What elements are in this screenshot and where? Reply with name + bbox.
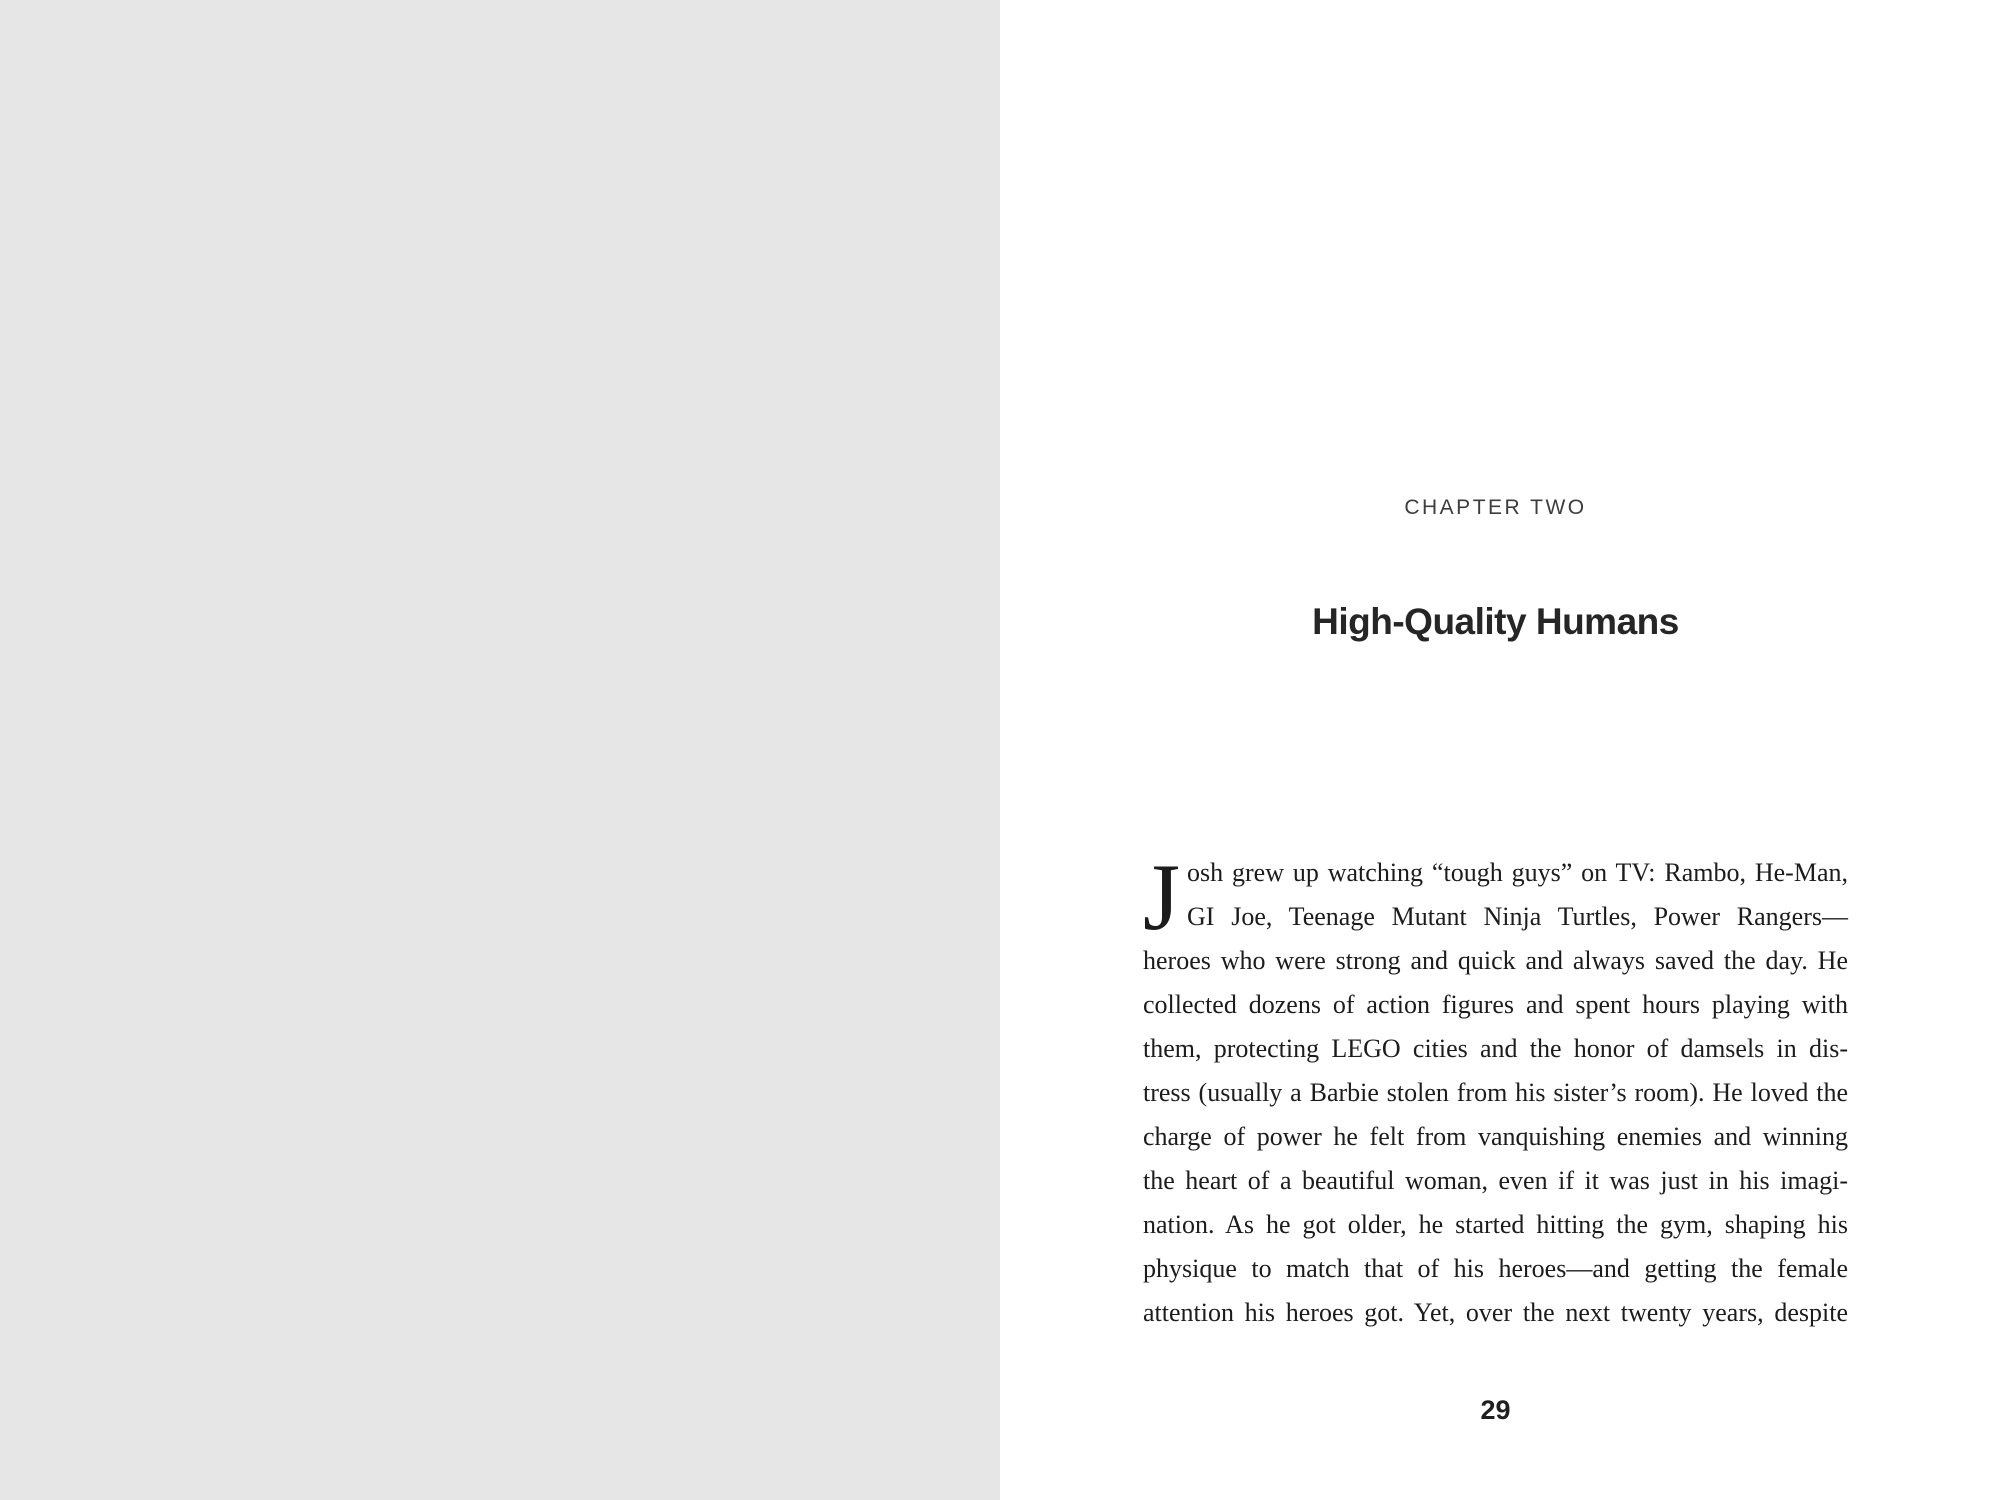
paragraph-lines [1143,844,1848,1335]
paragraph-line: heroes who were strong and quick and always saved the day. He [1143,946,1848,975]
right-page [1000,0,2000,1500]
paragraph-line: the heart of a beautiful woman, even if it was just in his imagi- [1143,1166,1848,1195]
paragraph-line: physique to match that of his heroes—and getting the female [1143,1254,1848,1283]
paragraph-line: osh grew up watching “tough guys” on TV: Rambo, He-Man, [1187,858,1848,887]
paragraph-line: nation. As he got older, he started hitting the gym, shaping his [1143,1210,1848,1239]
paragraph-line: GI Joe, Teenage Mutant Ninja Turtles, Power Rangers— [1187,902,1848,931]
chapter-title: High-Quality Humans [1312,601,1679,642]
chapter-label: CHAPTER TWO [1404,496,1587,519]
paragraph-line: attention his heroes got. Yet, over the next twenty years, despite [1143,1298,1848,1327]
paragraph-line: them, protecting LEGO cities and the honor of damsels in dis- [1143,1034,1848,1063]
paragraph-line: collected dozens of action figures and spent hours playing with [1143,990,1848,1019]
page-number: 29 [1480,1395,1511,1425]
paragraph-line: charge of power he felt from vanquishing enemies and winning [1143,1122,1848,1151]
drop-cap: J [1143,844,1180,950]
paragraph-line: tress (usually a Barbie stolen from his sister’s room). He loved the [1143,1078,1848,1107]
body-paragraph [1143,844,1848,1335]
